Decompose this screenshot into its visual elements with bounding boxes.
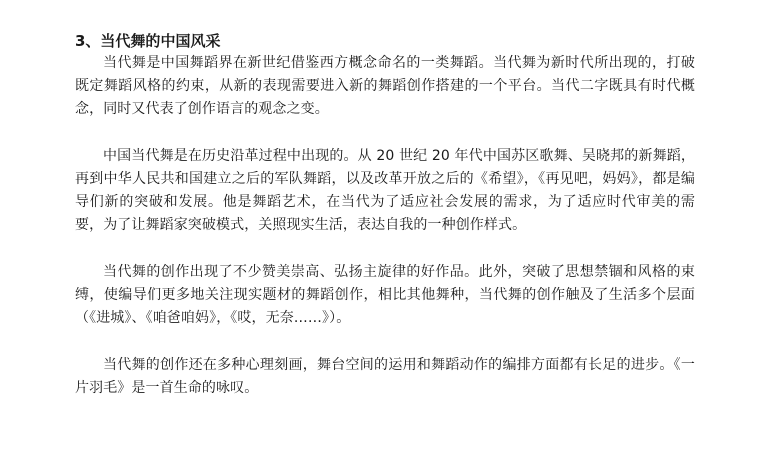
paragraph-definition: 当代舞是中国舞蹈界在新世纪借鉴西方概念命名的一类舞蹈。当代舞为新时代所出现的，打破既定舞蹈风格的约束，从新的表现需要进入新的舞蹈创作搭建的一个平台。当代二字既具有时代概念，同时又代表了创作语言的观念之变。 bbox=[75, 55, 695, 117]
paragraph-progress: 当代舞的创作还在多种心理刻画，舞台空间的运用和舞蹈动作的编排方面都有长足的进步。《一片羽毛》是一首生命的咏叹。 bbox=[75, 357, 695, 396]
paragraph-gap bbox=[75, 330, 695, 354]
paragraph-works: 当代舞的创作出现了不少赞美崇高、弘扬主旋律的好作品。此外，突破了思想禁锢和风格的束缚，使编导们更多地关注现实题材的舞蹈创作，相比其他舞种，当代舞的创作触及了生活多个层面 （《进城》、《咱爸咱妈》，《哎，无奈……》）。 bbox=[75, 264, 695, 326]
paragraph-history: 中国当代舞是在历史沿革过程中出现的。从 20 世纪 20 年代中国苏区歌舞、吴晓邦的新舞蹈，再到中华人民共和国建立之后的军队舞蹈，以及改革开放之后的《希望》，《再见吧，妈妈》，都是编导们新的突破和发展。他是舞蹈艺术，在当代为了适应社会发展的需求，为了适应时代审美的需要，为了让舞蹈家突破模式，关照现实生活，表达自我的一种创作样式。 bbox=[75, 148, 695, 233]
paragraph-gap bbox=[75, 237, 695, 261]
section-heading: 3、当代舞的中国风采 bbox=[75, 32, 221, 50]
document-body bbox=[75, 30, 695, 400]
paragraph-gap bbox=[75, 121, 695, 145]
